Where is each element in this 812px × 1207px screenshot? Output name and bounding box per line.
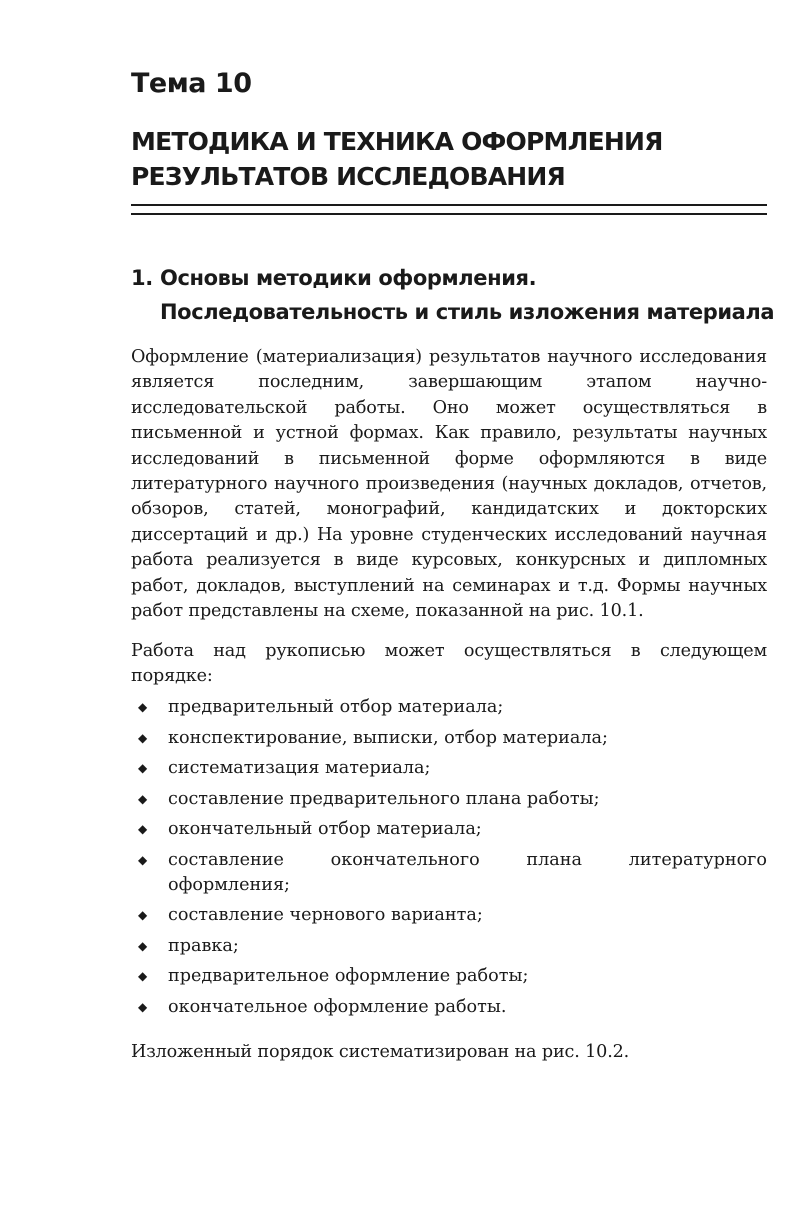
list-item-text: составление чернового варианта; — [168, 905, 483, 926]
list-item-text: окончательный отбор материала; — [168, 819, 482, 839]
list-item — [131, 995, 767, 1020]
paragraph-text: Оформление (материализация) результатов научного исследования является последним, завершающим этапом научно-исследовательской работы. Оно может осуществляться в письменной и устной формах. Как правило, результаты научных исследований в письменной форме оформляются в виде литературного научного произведения (научных докладов, отчетов, обзоров, статей, монографий, кандидатских и докторских диссертаций и др.) На уровне студенческих исследований научная работа реализуется в виде курсовых, конкурсных и дипломных работ, докладов, выступлений на семинарах и т.д. Формы научных работ представлены на схеме, показанной на рис. 10.1. — [131, 347, 767, 622]
double-rule-divider — [131, 204, 767, 215]
chapter-title-line: РЕЗУЛЬТАТОВ ИССЛЕДОВАНИЯ — [131, 162, 565, 191]
list-item — [131, 817, 767, 842]
diamond-bullet-icon: ◆ — [138, 730, 148, 745]
diamond-bullet-icon: ◆ — [138, 822, 148, 836]
closing-paragraph — [131, 1040, 767, 1065]
diamond-bullet-icon: ◆ — [138, 938, 148, 953]
diamond-bullet-icon: ◆ — [138, 761, 148, 775]
diamond-bullet-icon: ◆ — [138, 700, 148, 714]
list-item — [131, 848, 767, 899]
chapter-title — [131, 124, 771, 194]
list-item — [131, 787, 767, 812]
list-item-text: правка; — [168, 935, 239, 956]
list-item-text: составление предварительного плана работы; — [168, 788, 600, 809]
list-item — [131, 726, 767, 751]
list-item — [131, 934, 767, 959]
bullet-list — [131, 695, 767, 1025]
section-title-line: Последовательность и стиль изложения материала — [160, 300, 775, 324]
list-item-text: предварительный отбор материала; — [168, 697, 504, 717]
list-item — [131, 756, 767, 781]
section-title-line: Основы методики оформления. — [160, 266, 537, 290]
topic-label: Тема 10 — [131, 68, 252, 99]
diamond-bullet-icon: ◆ — [138, 852, 148, 867]
list-item-text: составление окончательного плана литературного оформления; — [168, 849, 767, 895]
list-item — [131, 964, 767, 989]
paragraph — [131, 639, 767, 690]
paragraph-text: Работа над рукописью может осуществляться в следующем порядке: — [131, 641, 767, 687]
diamond-bullet-icon: ◆ — [138, 791, 148, 806]
diamond-bullet-icon: ◆ — [138, 999, 148, 1014]
list-item — [131, 903, 767, 928]
diamond-bullet-icon: ◆ — [138, 908, 148, 923]
section-heading — [131, 261, 775, 329]
list-item-text: систематизация материала; — [168, 758, 431, 778]
chapter-title-line: МЕТОДИКА И ТЕХНИКА ОФОРМЛЕНИЯ — [131, 127, 663, 156]
list-item-text: конспектирование, выписки, отбор материала; — [168, 727, 608, 748]
list-item-text: предварительное оформление работы; — [168, 966, 529, 987]
list-item — [131, 695, 767, 720]
diamond-bullet-icon: ◆ — [138, 969, 148, 984]
paragraph — [131, 345, 767, 624]
section-number: 1. — [131, 266, 153, 290]
list-item-text: окончательное оформление работы. — [168, 996, 507, 1017]
paragraph-text: Изложенный порядок систематизирован на рис. 10.2. — [131, 1042, 630, 1062]
